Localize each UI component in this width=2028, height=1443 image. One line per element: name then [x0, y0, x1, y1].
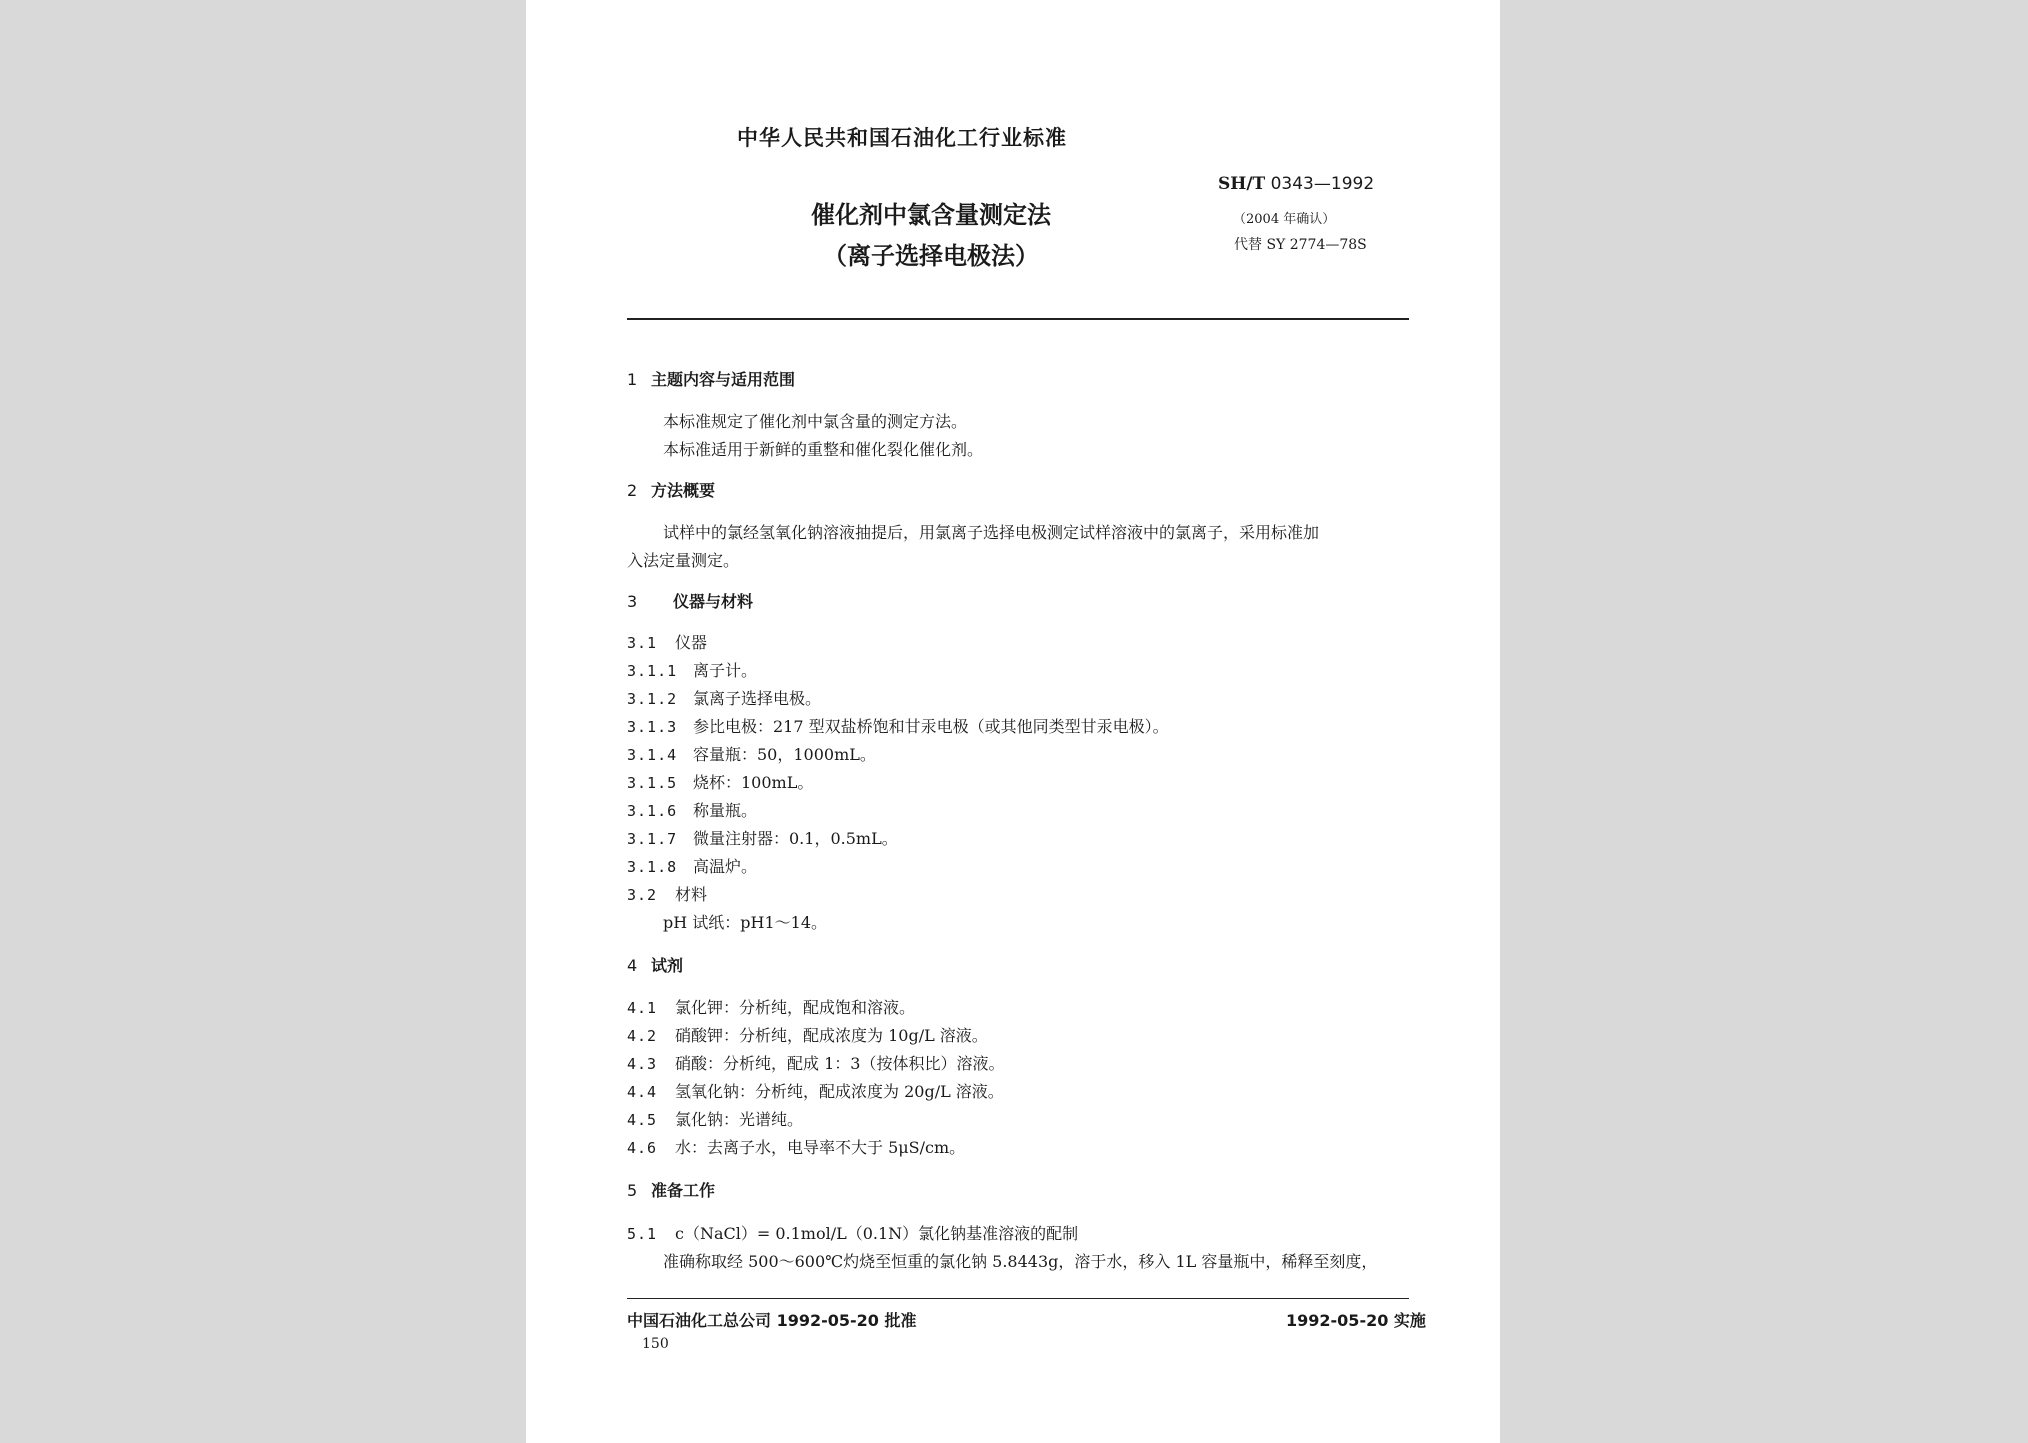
item-text: 高温炉。: [693, 857, 758, 876]
section-title: 主题内容与适用范围: [651, 370, 796, 389]
document-title-line1: 催化剂中氯含量测定法: [811, 201, 1051, 229]
list-item: [627, 854, 757, 877]
item-text: 氯离子选择电极。: [693, 689, 822, 708]
header-divider: [627, 318, 1409, 320]
section-title: 方法概要: [651, 481, 716, 500]
item-number: 4.5: [627, 1111, 658, 1129]
section-3-heading: [627, 589, 753, 612]
list-item: [627, 1135, 965, 1158]
paragraph-line: 入法定量测定。: [627, 551, 740, 570]
item-text: 离子计。: [693, 661, 758, 680]
standard-code-prefix: SH/T: [1218, 174, 1266, 194]
paragraph-line: 本标准规定了催化剂中氯含量的测定方法。: [663, 412, 968, 431]
list-item: [627, 770, 813, 793]
section-number: 5: [627, 1181, 638, 1200]
item-number: 3.2: [627, 886, 658, 904]
section-title: 试剂: [651, 956, 684, 975]
standard-code: [1218, 174, 1374, 194]
section-number: 3: [627, 592, 638, 611]
section-number: 2: [627, 481, 638, 500]
list-item: [627, 658, 757, 681]
item-number: 3.1.5: [627, 774, 678, 792]
section-title: 仪器与材料: [673, 592, 754, 611]
paragraph-line: 试样中的氯经氢氧化钠溶液抽提后，用氯离子选择电极测定试样溶液中的氯离子，采用标准加: [663, 523, 1320, 542]
item-number: 4.3: [627, 1055, 658, 1073]
document-page: [526, 0, 1500, 1443]
list-item: [627, 1023, 988, 1046]
item-text: 仪器: [675, 633, 708, 652]
item-text: 参比电极：217 型双盐桥饱和甘汞电极（或其他同类型甘汞电极）。: [693, 717, 1169, 736]
item-number: 4.6: [627, 1139, 658, 1157]
section-4-heading: [627, 953, 683, 976]
item-number: 3.1.6: [627, 802, 678, 820]
paragraph-line: pH 试纸：pH1～14。: [663, 913, 828, 932]
item-number: 5.1: [627, 1225, 658, 1243]
section-2-heading: [627, 478, 715, 501]
paragraph-line: 准确称取经 500～600℃灼烧至恒重的氯化钠 5.8443g，溶于水，移入 1L 容量瓶中，稀释至刻度，: [663, 1252, 1378, 1271]
section-number: 4: [627, 956, 638, 975]
item-text: 水：去离子水，电导率不大于 5μS/cm。: [675, 1138, 966, 1157]
list-item: [627, 1107, 803, 1130]
approval-note: 中国石油化工总公司 1992-05-20 批准: [627, 1311, 917, 1330]
item-number: 3.1.3: [627, 718, 678, 736]
list-item: [627, 630, 707, 653]
section-title: 准备工作: [651, 1181, 716, 1200]
list-item: [627, 798, 757, 821]
item-text: 氯化钾：分析纯，配成饱和溶液。: [675, 998, 916, 1017]
list-item: [627, 1051, 1004, 1074]
item-number: 3.1.2: [627, 690, 678, 708]
item-text: 氢氧化钠：分析纯，配成浓度为 20g/L 溶液。: [675, 1082, 1004, 1101]
replaces-note: 代替 SY 2774—78S: [1234, 237, 1367, 253]
item-number: 3.1.1: [627, 662, 678, 680]
agency-title: 中华人民共和国石油化工行业标准: [737, 126, 1067, 150]
item-number: 3.1: [627, 634, 658, 652]
section-1-heading: [627, 367, 795, 390]
page-number: 150: [642, 1336, 669, 1352]
confirmation-note: （2004 年确认）: [1233, 212, 1336, 227]
item-text: 容量瓶：50，1000mL。: [693, 745, 876, 764]
list-item: [627, 1221, 1078, 1244]
item-number: 3.1.4: [627, 746, 678, 764]
item-text: 氯化钠：光谱纯。: [675, 1110, 804, 1129]
item-number: 3.1.7: [627, 830, 678, 848]
document-title-line2: （离子选择电极法）: [823, 242, 1039, 270]
item-number: 3.1.8: [627, 858, 678, 876]
item-number: 4.2: [627, 1027, 658, 1045]
item-text: 称量瓶。: [693, 801, 758, 820]
list-item: [627, 686, 821, 709]
item-text: 硝酸钾：分析纯，配成浓度为 10g/L 溶液。: [675, 1026, 988, 1045]
item-number: 4.4: [627, 1083, 658, 1101]
standard-code-number: 0343—1992: [1270, 174, 1375, 194]
item-text: 材料: [675, 885, 708, 904]
item-text: 烧杯：100mL。: [693, 773, 814, 792]
footer-divider: [627, 1298, 1409, 1299]
list-item: [627, 882, 707, 905]
item-number: 4.1: [627, 999, 658, 1017]
item-text: 硝酸：分析纯，配成 1：3（按体积比）溶液。: [675, 1054, 1005, 1073]
item-text: 微量注射器：0.1，0.5mL。: [693, 829, 898, 848]
section-number: 1: [627, 370, 638, 389]
section-5-heading: [627, 1178, 715, 1201]
implementation-date: 1992-05-20 实施: [1286, 1311, 1426, 1330]
list-item: [627, 995, 915, 1018]
list-item: [627, 742, 876, 765]
item-text: c（NaCl）= 0.1mol/L（0.1N）氯化钠基准溶液的配制: [675, 1224, 1079, 1243]
list-item: [627, 714, 1169, 737]
paragraph-line: 本标准适用于新鲜的重整和催化裂化催化剂。: [663, 440, 984, 459]
list-item: [627, 1079, 1004, 1102]
list-item: [627, 826, 898, 849]
